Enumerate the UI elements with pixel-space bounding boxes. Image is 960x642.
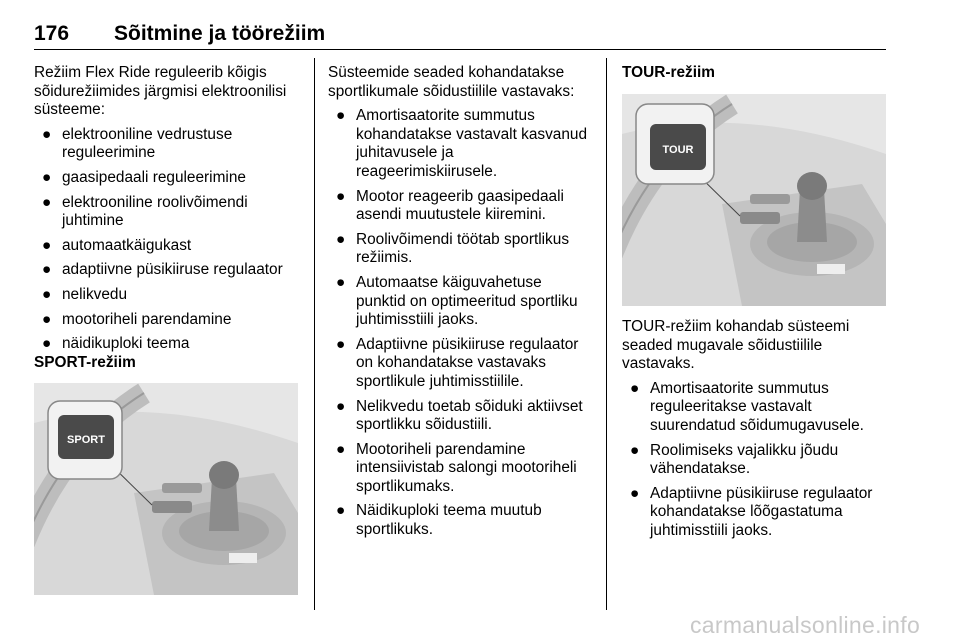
intro-paragraph: Süsteemide seaded kohandatakse sportlikumale sõidustiilile vastavaks: [328, 64, 575, 100]
column-3-body [622, 318, 892, 541]
watermark: carmanualsonline.info [690, 612, 921, 638]
list-item: ● elektrooniline roolivõimendi juhtimine [42, 193, 248, 230]
column-2 [328, 64, 594, 540]
list-item: ● Amortisaatorite summutus kohandatakse vastavalt kasvanud juhitavusele ja reageerimiskiirusele. [336, 107, 588, 180]
column-divider [314, 58, 315, 610]
tour-settings-list [622, 380, 892, 541]
page-header [34, 22, 886, 52]
tour-button-label: TOUR [662, 144, 694, 156]
chapter-title: Sõitmine ja töörežiim [114, 22, 326, 45]
list-item: ● automaatkäigukast [42, 236, 192, 254]
sport-mode-illustration [34, 383, 298, 595]
column-divider [606, 58, 607, 610]
list-item: ● mootoriheli parendamine [42, 310, 232, 328]
list-item: ● Roolimiseks vajalikku jõudu vähendatakse. [630, 441, 839, 478]
sport-heading: SPORT-režiim [34, 353, 136, 371]
list-item: ● Adaptiivne püsikiiruse regulaator on kohandatakse vastavaks sportlikule juhtimisstiilile. [336, 335, 579, 390]
list-item: ● näidikuploki teema [42, 335, 190, 353]
list-item: ● gaasipedaali reguleerimine [42, 168, 246, 186]
system-list [34, 126, 302, 354]
column-1 [34, 64, 302, 377]
list-item: ● Mootoriheli parendamine intensiivistab salongi mootoriheli sportlikumaks. [336, 440, 577, 495]
column-3 [622, 64, 890, 88]
list-item: ● Nelikvedu toetab sõiduki aktiivset sportlikku sõidustiili. [336, 397, 583, 434]
list-item: ● Roolivõimendi töötab sportlikus režiimis. [336, 230, 570, 267]
list-item: ● Adaptiivne püsikiiruse regulaator kohandatakse lõõgastatuma juhtimisstiili jaoks. [630, 484, 873, 539]
page-number: 176 [34, 22, 70, 45]
intro-paragraph: TOUR-režiim kohandab süsteemi seaded mugavale sõidustiilile vastavaks. [622, 318, 850, 373]
list-item: ● Näidikuploki teema muutub sportlikuks. [336, 502, 542, 539]
header-rule [34, 49, 886, 50]
list-item: ● Amortisaatorite summutus reguleeritakse vastavalt suurendatud sõidumugavusele. [630, 379, 864, 434]
tour-heading: TOUR-režiim [622, 64, 715, 81]
sport-button-label: SPORT [67, 434, 105, 446]
list-item: ● elektrooniline vedrustuse reguleerimine [42, 125, 233, 162]
tour-mode-illustration [622, 94, 886, 306]
list-item: ● nelikvedu [42, 285, 128, 303]
intro-paragraph: Režiim Flex Ride reguleerib kõigis sõidurežiimides järgmisi elektroonilisi süsteeme: [34, 64, 287, 119]
sport-settings-list [328, 107, 594, 539]
list-item: ● adaptiivne püsikiiruse regulaator [42, 261, 283, 279]
list-item: ● Mootor reageerib gaasipedaali asendi muutustele kiiremini. [336, 187, 564, 224]
list-item: ● Automaatse käiguvahetuse punktid on optimeeritud sportliku juhtimisstiili jaoks. [336, 273, 578, 329]
